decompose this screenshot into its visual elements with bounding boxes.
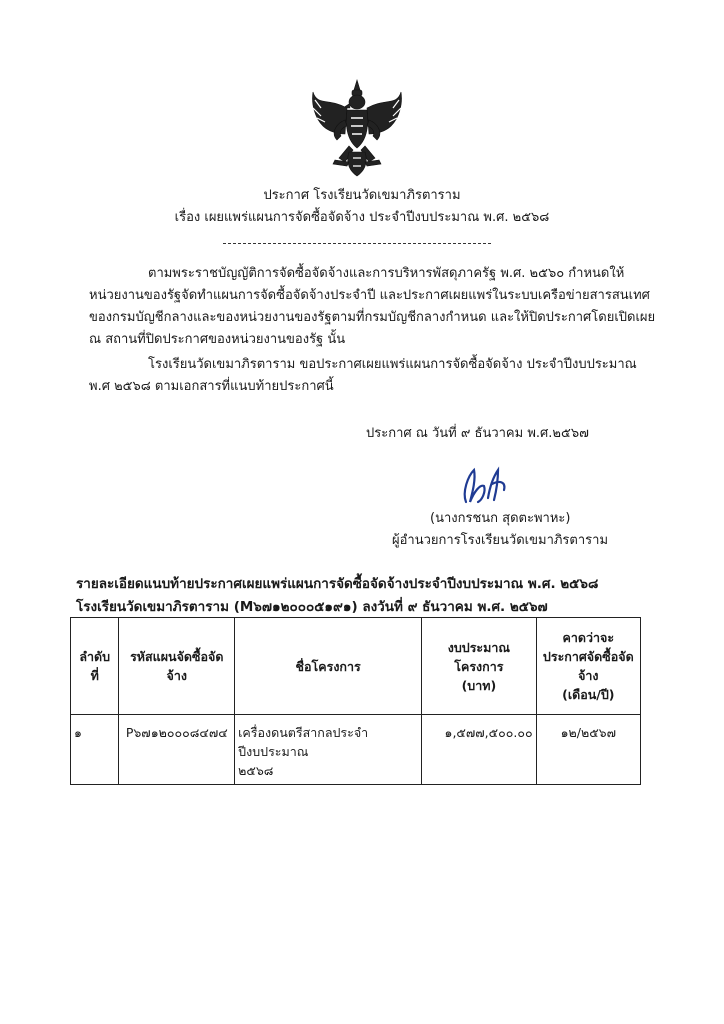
- paragraph-1-line-3: ของกรมบัญชีกลางและของหน่วยงานของรัฐตามที่กรมบัญชีกลางกำหนด และให้ปิดประกาศโดยเปิดเผย: [89, 310, 656, 325]
- announcement-date: ประกาศ ณ วันที่ ๙ ธันวาคม พ.ศ.๒๕๖๗: [366, 426, 589, 441]
- row-number: ๑: [71, 715, 119, 785]
- signer-name: (นางกรชนก สุดตะพาหะ): [430, 511, 571, 526]
- garuda-emblem-icon: [309, 78, 405, 178]
- header-project-name: ชื่อโครงการ: [235, 618, 422, 715]
- table-header-row: [71, 618, 641, 715]
- row-expected-date: ๑๒/๒๕๖๗: [536, 715, 640, 785]
- handwritten-signature: [448, 462, 528, 508]
- details-title-line-2: โรงเรียนวัดเขมาภิรตาราม (M๖๗๑๒๐๐๐๕๑๙๑) ลงวันที่ ๙ ธันวาคม พ.ศ. ๒๕๖๗: [76, 599, 548, 615]
- details-title-line-1: รายละเอียดแนบท้ายประกาศเผยแพร่แผนการจัดซื้อจัดจ้างประจำปีงบประมาณ พ.ศ. ๒๕๖๘: [76, 576, 599, 592]
- paragraph-1-line-2: หน่วยงานของรัฐจัดทำแผนการจัดซื้อจัดจ้างประจำปี และประกาศเผยแพร่ในระบบเครือข่ายสารสนเทศ: [89, 288, 650, 303]
- paragraph-1-line-4: ณ สถานที่ปิดประกาศของหน่วยงานของรัฐ นั้น: [89, 332, 346, 347]
- header-plan-code: รหัสแผนจัดซื้อจัด จ้าง: [119, 618, 235, 715]
- paragraph-1-line-1: ตามพระราชบัญญัติการจัดซื้อจัดจ้างและการบริหารพัสดุภาครัฐ พ.ศ. ๒๕๖๐ กำหนดให้: [148, 266, 625, 281]
- announcement-heading: ประกาศ โรงเรียนวัดเขมาภิรตาราม: [263, 188, 461, 203]
- signer-position: ผู้อำนวยการโรงเรียนวัดเขมาภิรตาราม: [392, 533, 609, 548]
- heading-divider: [223, 243, 491, 244]
- header-budget: งบประมาณ โครงการ (บาท): [422, 618, 536, 715]
- table-row: [71, 715, 641, 785]
- header-expected-date: คาดว่าจะ ประกาศจัดซื้อจัด จ้าง (เดือน/ปี): [536, 618, 640, 715]
- row-plan-code: P๖๗๑๒๐๐๐๘๔๗๔: [119, 715, 235, 785]
- paragraph-2-line-2: พ.ศ ๒๕๖๘ ตามเอกสารที่แนบท้ายประกาศนี้: [89, 379, 334, 394]
- row-budget: ๑,๕๗๗,๕๐๐.๐๐: [422, 715, 536, 785]
- procurement-plan-table: [70, 617, 641, 785]
- row-project-name: เครื่องดนตรีสากลประจำปีงบประมาณ ๒๕๖๘: [235, 715, 422, 785]
- paragraph-2-line-1: โรงเรียนวัดเขมาภิรตาราม ขอประกาศเผยแพร่แผนการจัดซื้อจัดจ้าง ประจำปีงบประมาณ: [148, 357, 637, 372]
- announcement-subject: เรื่อง เผยแพร่แผนการจัดซื้อจัดจ้าง ประจำปีงบประมาณ พ.ศ. ๒๕๖๘: [174, 210, 550, 225]
- header-number: ลำดับ ที่: [71, 618, 119, 715]
